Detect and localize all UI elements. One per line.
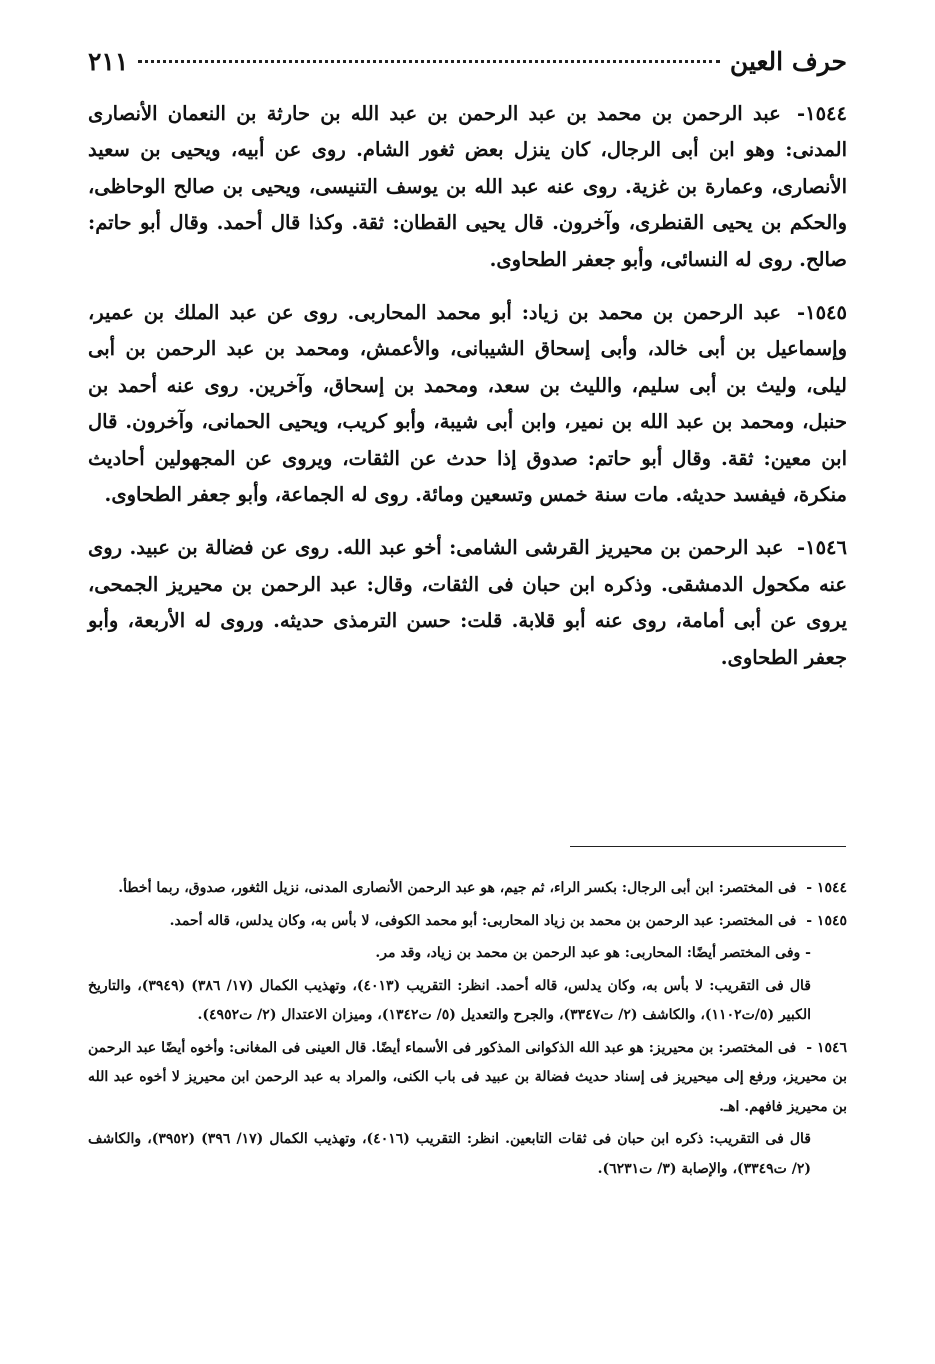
footnote-number: ١٥٤٤ - — [806, 880, 847, 896]
page-number: ٢١١ — [88, 46, 129, 76]
footnote-1545 — [88, 907, 847, 937]
footnote-separator — [570, 846, 846, 847]
footnote-text: فى المختصر: عبد الرحمن بن محمد بن زياد المحاربى: أبو محمد الكوفى، لا بأس به، وكان يدلس، قاله أحمد. — [169, 912, 797, 929]
main-text — [88, 96, 847, 693]
chapter-title: حرف العين — [729, 46, 847, 76]
entry-1545 — [88, 295, 847, 513]
running-head — [88, 40, 847, 82]
entry-1546 — [88, 530, 847, 676]
entry-number: ١٥٤٥- — [797, 301, 847, 325]
entry-text: عبد الرحمن بن محمد بن زياد: أبو محمد المحاربى. روى عن عبد الملك بن عمير، وإسماعيل بن أبى خالد، وأبى إسحاق الشيبانى، والأعمش، ومحمد بن عبد الرحمن بن أبى ليلى، وليث بن أبى سليم، والليث بن سعد، ومحمد بن إسحاق، وآخرين. روى عنه أحمد بن حنبل، ومحمد بن عبد الله بن نمير، وابن أبى شيبة، وأبو كريب، ويحيى الحمانى، وآخرون. قال ابن معين: ثقة. وقال أبو حاتم: صدوق إذا حدث عن الثقات، ويروى عن المجهولين أحاديث منكرة، فيفسد حديثه. مات سنة خمس وتسعين ومائة. روى له الجماعة، وأبو جعفر الطحاوى. — [88, 301, 847, 507]
footnote-text: قال فى التقريب: لا بأس به، وكان يدلس، قاله أحمد. انظر: التقريب (٤٠١٣)، وتهذيب الكمال (١٧/ ٣٨٦) (٣٩٤٩)، والتاريخ الكبير (٥/ت١١٠٢)، والكاشف (٢/ ت٣٣٤٧)، والجرح والتعديل (٥/ ت١٣٤٢)، وميزان الاعتدال (٢/ ت٤٩٥٢). — [88, 977, 811, 1023]
entry-text: عبد الرحمن بن محيريز القرشى الشامى: أخو عبد الله. روى عن فضالة بن عبيد. روى عنه مكحول الدمشقى. وذكره ابن حبان فى الثقات، وقال: عبد الرحمن بن محيريز الجمحى، يروى عن أبى أمامة، روى عنه أبو قلابة. قلت: حسن الترمذى حديثه. وروى له الأربعة، وأبو جعفر الطحاوى. — [88, 536, 847, 669]
footnote-number: ١٥٤٦ - — [806, 1039, 848, 1056]
footnote-number: ١٥٤٥ - — [806, 912, 847, 929]
entry-text: عبد الرحمن بن محمد بن عبد الرحمن بن عبد الله بن حارثة بن النعمان الأنصارى المدنى: وهو ابن أبى الرجال، كان ينزل بعض ثغور الشام. روى عن أبيه، ويحيى بن سعيد الأنصارى، وعمارة بن غزية. روى عنه عبد الله بن يوسف التنيسى، ويحيى بن صالح الوحاظى، والحكم بن يحيى القنطرى، وآخرون. قال يحيى القطان: ثقة. وكذا قال أحمد. وقال أبو حاتم: صالح. روى له النسائى، وأبو جعفر الطحاوى. — [88, 102, 847, 271]
entry-1544 — [88, 96, 847, 278]
entry-number: ١٥٤٤- — [797, 102, 847, 125]
entry-number: ١٥٤٦- — [797, 536, 847, 560]
footnote-1545-taqrib — [88, 972, 847, 1031]
footnote-text: فى المختصر: ابن أبى الرجال: بكسر الراء، ثم جيم، هو عبد الرحمن الأنصارى المدنى، نزيل الثغور، صدوق، ربما أخطأ. — [118, 880, 797, 896]
footnotes — [88, 874, 847, 1187]
footnote-text: - وفى المختصر أيضًا: المحاربى: هو عبد الرحمن بن محمد بن زياد، وقد مر. — [375, 945, 811, 961]
footnote-1546 — [88, 1034, 847, 1123]
footnote-1544 — [88, 874, 847, 904]
leader-dots — [138, 60, 720, 63]
footnote-1545-addendum — [88, 939, 847, 969]
footnote-text: قال فى التقريب: ذكره ابن حبان فى ثقات التابعين. انظر: التقريب (٤٠١٦)، وتهذيب الكمال (١٧/ ٣٩٦) (٣٩٥٢)، والكاشف (٢/ ت٣٣٤٩)، والإصابة (٣/ ت٦٢٣١). — [88, 1131, 811, 1177]
footnote-1546-taqrib — [88, 1125, 847, 1184]
footnote-text: فى المختصر: بن محيريز: هو عبد الله الذكوانى المذكور فى الأسماء أيضًا. قال العينى فى المغانى: وأخوه أيضًا عبد الرحمن بن محيريز، ورفع إلى ميحيريز فى إسناد حديث فضالة بن عبيد فى باب الكنى، والمراد به عبد الرحمن ابن محيريز لا أخوه عبد الله بن محيريز فافهم. اهـ. — [88, 1039, 847, 1115]
